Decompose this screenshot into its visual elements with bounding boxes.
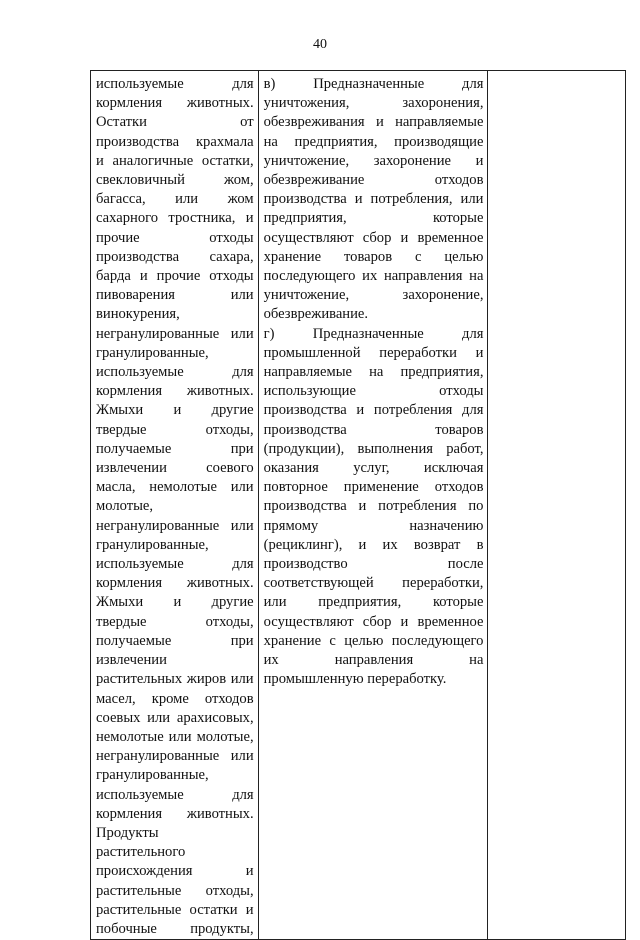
text-line: багасса, или жом xyxy=(96,191,254,208)
page-number: 40 xyxy=(313,37,327,52)
text-line: кормления животных. xyxy=(96,575,254,592)
text-line: последующего их направления на xyxy=(263,268,484,285)
text-line: прямому назначению xyxy=(263,517,484,534)
text-line: производства сахара, xyxy=(96,248,254,265)
text-line: производства и потребления для xyxy=(263,402,484,419)
purpose-paragraph-g xyxy=(264,325,484,690)
text-line: (рециклинг), и их возврат в xyxy=(263,536,484,553)
text-line: соевых или арахисовых, xyxy=(96,709,254,726)
text-line: Жмыхи и другие xyxy=(96,402,254,419)
text-line: обезвреживания и направляемые xyxy=(263,114,484,131)
text-line: осуществляют сбор и временное xyxy=(263,229,484,246)
text-line: в) Предназначенные для xyxy=(263,76,484,92)
text-line: получаемые при xyxy=(96,632,254,649)
text-line: производства и потребления, или xyxy=(263,191,484,208)
text-line: уничтожения, захоронения, xyxy=(263,95,484,112)
text-line: (продукции), выполнения работ, xyxy=(263,440,484,457)
text-line: свекловичный жом, xyxy=(96,172,254,189)
table-cell-product-description xyxy=(91,71,259,940)
text-line: Жмыхи и другие xyxy=(96,594,254,611)
text-line: оказания услуг, исключая xyxy=(263,460,484,477)
text-line: повторное применение отходов xyxy=(263,479,484,496)
text-line: соответствующей переработки, xyxy=(263,575,484,592)
text-line: твердые отходы, xyxy=(96,613,254,630)
text-line: г) Предназначенные для xyxy=(263,325,484,342)
text-line: кормления животных. xyxy=(96,95,254,112)
text-line: пивоварения или xyxy=(96,287,254,304)
text-line: побочные продукты, xyxy=(96,920,254,937)
text-line: масла, немолотые или xyxy=(96,479,254,496)
text-line: растительные отходы, xyxy=(96,882,254,899)
text-line: хранение с целью последующего xyxy=(263,632,484,649)
text-line: производства и потребления по xyxy=(263,498,484,515)
text-line: растительного xyxy=(96,844,186,861)
text-line: уничтожение, захоронение и xyxy=(263,152,484,169)
text-line: используемые для xyxy=(96,76,254,92)
text-line: или предприятия, которые xyxy=(263,594,484,611)
text-line: используемые для xyxy=(96,364,254,381)
text-line: Остатки от xyxy=(96,114,254,131)
text-line: кормления животных. xyxy=(96,805,254,822)
purpose-paragraph-v xyxy=(264,75,484,325)
text-line: хранение товаров с целью xyxy=(263,248,484,265)
text-line: негранулированные или xyxy=(96,325,254,342)
text-line: обезвреживание. xyxy=(263,306,369,323)
text-line: обезвреживание отходов xyxy=(263,172,484,189)
document-table xyxy=(90,70,626,940)
text-line: их направления на xyxy=(263,652,484,669)
text-line: и аналогичные остатки, xyxy=(96,152,254,169)
text-line: производство после xyxy=(263,556,484,573)
text-line: кормления животных. xyxy=(96,383,254,400)
text-line: гранулированные, xyxy=(96,344,209,361)
text-line: гранулированные, xyxy=(96,536,209,553)
text-line: промышленную переработку. xyxy=(263,671,447,688)
text-line: прочие отходы xyxy=(96,229,254,246)
text-line: используемые для xyxy=(96,786,254,803)
text-line: винокурения, xyxy=(96,306,180,323)
text-line: масел, кроме отходов xyxy=(96,690,254,707)
text-line: получаемые при xyxy=(96,440,254,457)
text-line: извлечении xyxy=(96,652,167,669)
text-line: производства крахмала xyxy=(96,133,254,150)
text-line: молотые, xyxy=(96,498,154,515)
product-description-text xyxy=(96,75,254,939)
text-line: происхождения и xyxy=(96,863,254,880)
text-line: негранулированные или xyxy=(96,748,254,765)
text-line: уничтожение, захоронение, xyxy=(263,287,484,304)
text-line: на предприятия, производящие xyxy=(263,133,484,150)
text-line: твердые отходы, xyxy=(96,421,254,438)
text-line: сахарного тростника, и xyxy=(96,210,254,227)
text-line: Продукты xyxy=(96,824,159,841)
text-line: производства товаров xyxy=(263,421,484,438)
text-line: используемые для xyxy=(96,556,254,573)
table-row xyxy=(91,71,626,940)
text-line: осуществляют сбор и временное xyxy=(263,613,484,630)
text-line: предприятия, которые xyxy=(263,210,484,227)
text-line: негранулированные или xyxy=(96,517,254,534)
table-cell-purpose xyxy=(258,71,488,940)
table-cell-empty xyxy=(488,71,626,940)
text-line: использующие отходы xyxy=(263,383,484,400)
text-line: промышленной переработки и xyxy=(263,344,484,361)
text-line: извлечении соевого xyxy=(96,460,254,477)
text-line: немолотые или молотые, xyxy=(96,728,254,745)
text-line: барда и прочие отходы xyxy=(96,268,254,285)
text-line: направляемые на предприятия, xyxy=(263,364,484,381)
text-line: растительных жиров или xyxy=(96,671,254,688)
text-line: растительные остатки и xyxy=(96,901,254,918)
text-line: гранулированные, xyxy=(96,767,209,784)
